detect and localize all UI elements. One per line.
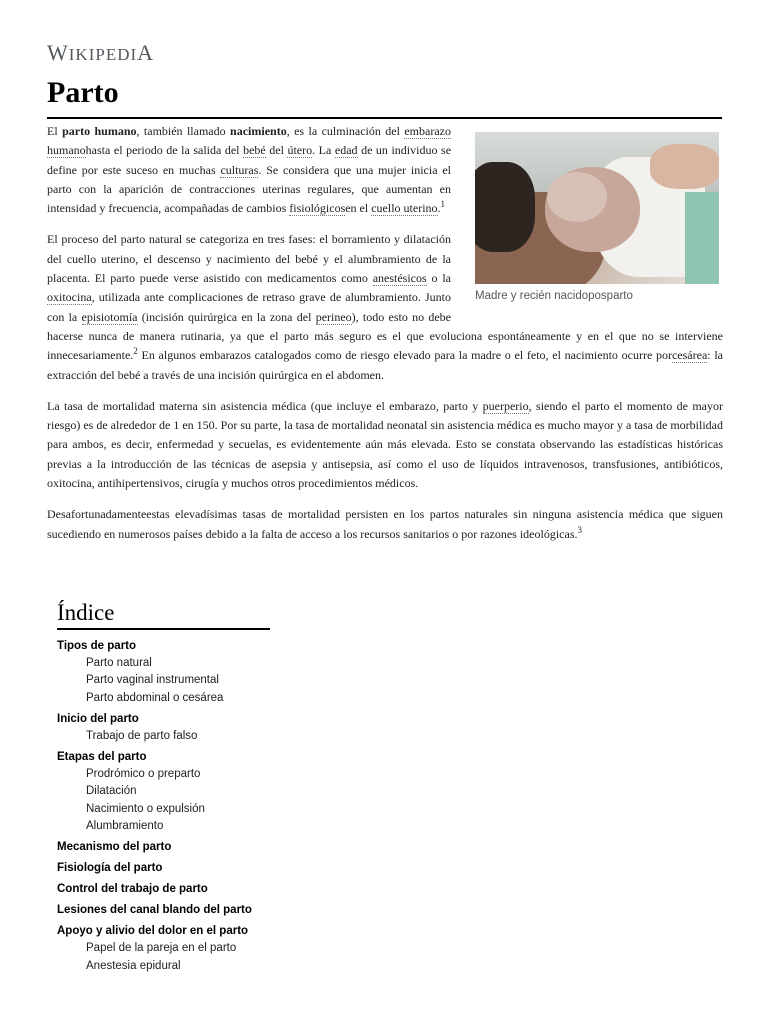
toc-section [57,711,457,745]
toc-subsection-link[interactable]: Parto vaginal instrumental [86,674,219,687]
toc-section [57,749,457,835]
toc-subsection-link[interactable]: Parto natural [86,657,152,669]
toc-list [57,638,457,975]
toc-section-link[interactable]: Apoyo y alivio del dolor en el parto [57,925,249,938]
reference-3[interactable]: 3 [577,524,582,535]
reference-2[interactable]: 2 [133,346,138,357]
wordmark-first: W [47,40,69,65]
toc-section [57,638,457,707]
toc-section [57,923,457,975]
wikipedia-wordmark[interactable] [47,40,154,66]
toc-subsection-link[interactable]: Dilatación [86,785,137,798]
link-embarazo-humano[interactable]: embarazo humano [47,124,451,158]
title-divider [47,117,722,119]
toc-section-link[interactable]: Mecanismo del parto [57,841,172,854]
wordmark-last: A [137,40,155,65]
link-culturas[interactable]: culturas [220,162,259,177]
toc-subsection-link[interactable]: Trabajo de parto falso [86,729,198,742]
toc-section-link[interactable]: Control del trabajo de parto [57,883,208,896]
page-title: Parto [47,76,119,109]
toc-section-link[interactable]: Etapas del parto [57,751,147,764]
paragraph-fases: El proceso del parto natural se categoriza en tres fases: el borramiento y dilatación del cuello uterino, el descenso y nacimiento del bebé y el alumbramiento de la placenta. El parto puede verse asistido con medicamentos como anestésicos o la oxitocina, utilizada ante complicaciones de retraso grave de alumbramiento. Junto con la episiotomía (incisión quirúrgica en la zona del perineo), todo esto no debe hacerse nunca de manera rutinaria, ya que el parto más seguro es el que evoluciona espontáneamente y en el que no se interviene innecesariamente.$^2$ En algunos embarazos catalogados como de riesgo elevado para la madre o el feto, el nacimiento ocurre porcesárea: la extracción del bebé a través de una incisión quirúrgica en el abdomen. [47,232,723,382]
toc-section-link[interactable]: Lesiones del canal blando del parto [57,904,252,917]
link-anestesicos[interactable]: anestésicos [372,271,427,286]
toc-subsection-link[interactable]: Anestesia epidural [86,959,181,972]
link-perineo[interactable]: perineo [315,309,352,324]
paragraph-mortalidad: La tasa de mortalidad materna sin asistencia médica (que incluye el embarazo, parto y puerperio, siendo el parto el momento de mayor riesgo) es de alrededor de 1 en 150. Por su parte, la tasa de mortalidad neonatal sin asistencia médica es mucho mayor y a tasa de morbilidad para ambos, es decir, enfermedad y secuelas, es evidentemente aún más elevada. Esto se constata observando las estadísticas históricas previas a la introducción de las técnicas de asepsia y antisepsia, así como el uso de líquidos intravenosos, transfusiones, antibióticos, oxitocina, antihipertensivos, cirugía y muchos otros procedimientos médicos. [47,398,724,491]
link-cuello-uterino[interactable]: cuello uterino [371,201,438,216]
toc-section-link[interactable]: Tipos de parto [57,640,137,652]
toc-section [57,881,457,898]
toc-section [57,839,457,856]
link-fisiologicos[interactable]: fisiológicos [289,201,346,216]
link-episiotomia[interactable]: episiotomía [81,309,138,324]
thumbnail-figure [475,132,723,304]
toc-subsection-link[interactable]: Prodrómico o preparto [86,768,201,781]
table-of-contents [57,600,457,975]
wordmark-rest: IKIPEDI [68,45,138,64]
link-bebe[interactable]: bebé [243,143,266,158]
toc-section [57,860,457,877]
paragraph-desafortunadamente: Desafortunadamenteestas elevadísimas tasas de mortalidad persisten en los partos naturales sin ninguna asistencia médica que siguen sucediendo en numerosos países debido a la falta de acceso a los recursos sanitarios o por razones ideológicas.$^3$ [47,507,723,541]
link-edad[interactable]: edad [334,143,358,158]
link-oxitocina[interactable]: oxitocina [47,290,92,305]
toc-section-link[interactable]: Inicio del parto [57,712,139,725]
term-parto-humano: parto humano [62,124,137,138]
figure-caption: Madre y recién nacidoposparto [475,290,633,302]
link-puerperio[interactable]: puerperio [482,398,529,413]
reference-1[interactable]: 1 [440,199,446,210]
link-utero[interactable]: útero [287,143,313,158]
paragraph-intro: El parto humano, también llamado nacimiento, es la culminación del embarazo humanohasta el periodo de la salida del bebé del útero. La edad de un individuo se define por este suceso en muchas culturas. Se considera que una mujer inicia el parto con la aparición de contracciones uterinas regulares, que aumentan en intensidad y frecuencia, acompañadas de cambios fisiológicosen el cuello uterino.$^1$ [47,124,452,216]
toc-section [57,902,457,919]
toc-subsection-link[interactable]: Alumbramiento [86,820,164,833]
toc-subsection-link[interactable]: Parto abdominal o cesárea [86,691,224,704]
toc-subsection-link[interactable]: Nacimiento o expulsión [86,802,205,815]
toc-section-link[interactable]: Fisiología del parto [57,862,163,875]
toc-subsection-link[interactable]: Papel de la pareja en el parto [86,942,237,955]
term-nacimiento: nacimiento [230,124,287,138]
photo-mother-newborn-icon[interactable] [475,132,719,284]
toc-heading: Índice [57,600,270,630]
article-body [47,122,723,556]
link-cesarea[interactable]: cesárea [671,348,708,363]
